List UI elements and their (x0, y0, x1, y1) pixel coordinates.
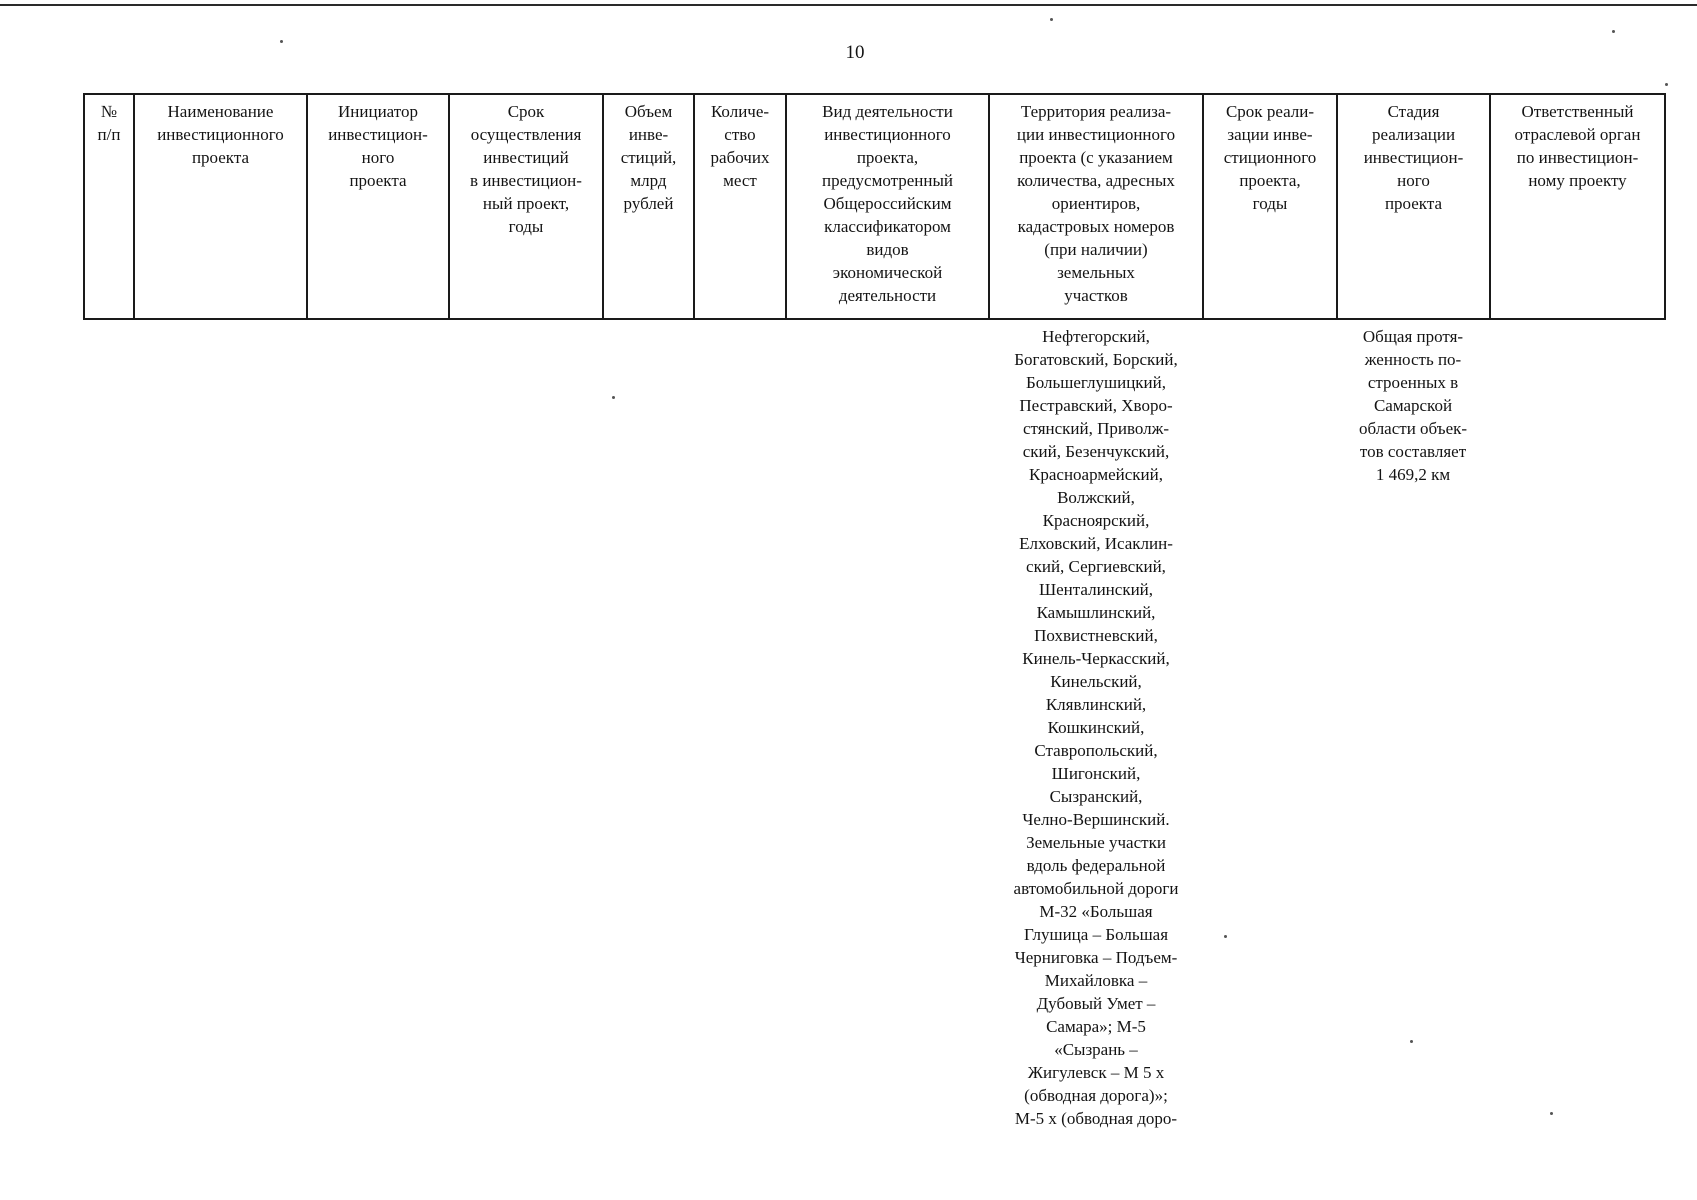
header-text-line: рабочих (710, 148, 770, 167)
header-text-line: ство (724, 125, 756, 144)
header-text-line: п/п (97, 125, 121, 144)
col-header-territory (989, 94, 1203, 319)
header-text-line: Вид деятельности (822, 102, 953, 121)
continuation-text-line: Кинель-Черкасский, (1022, 649, 1170, 668)
header-text-line: инвестиционного (824, 125, 951, 144)
header-text-line: инвестицион- (328, 125, 428, 144)
col-header-activity-type (786, 94, 989, 319)
continuation-text-line: Кинельский, (1050, 672, 1142, 691)
continuation-text-line: Земельные участки (1026, 833, 1166, 852)
continuation-text-line: Общая протя- (1362, 327, 1464, 346)
header-text-line: рублей (623, 194, 674, 213)
header-text-line: инвестиционного (157, 125, 284, 144)
continuation-text-line: Ставропольский, (1034, 741, 1158, 760)
scan-speck (1050, 18, 1053, 21)
page-number: 10 (845, 42, 865, 63)
continuation-text-line: женность по- (1364, 350, 1462, 369)
continuation-text-line: Дубовый Умет – (1036, 994, 1156, 1013)
col-header-stage (1337, 94, 1490, 319)
continuation-text-line: ский, Безенчукский, (1022, 442, 1170, 461)
scan-speck (1550, 1112, 1553, 1115)
continuation-text-line: области объек- (1358, 419, 1468, 438)
header-text-line: ции инвестиционного (1016, 125, 1176, 144)
col-header-investment-volume (603, 94, 694, 319)
header-text-line: проекта, (1239, 171, 1301, 190)
header-text-line: предусмотренный (821, 171, 954, 190)
continuation-text-line: Челно-Вершинский. (1022, 810, 1170, 829)
header-text-line: проекта (с указанием (1019, 148, 1173, 167)
continuation-text-line: Похвистневский, (1034, 626, 1158, 645)
col-header-number (84, 94, 134, 319)
continuation-text-line: 1 469,2 км (1375, 465, 1451, 484)
continuation-text-line: автомобильной дороги (1013, 879, 1179, 898)
header-text-line: Объем (624, 102, 673, 121)
header-text-line: инвестицион- (1363, 148, 1464, 167)
col-header-initiator (307, 94, 449, 319)
header-text-line: (при наличии) (1044, 240, 1148, 259)
continuation-text-line: Нефтегорский, (1042, 327, 1150, 346)
stage-continuation-text (1337, 325, 1489, 486)
continuation-text-line: Михайловка – (1044, 971, 1148, 990)
continuation-text-line: (обводная дорога)»; (1024, 1086, 1168, 1105)
header-text-line: мест (723, 171, 757, 190)
continuation-text-line: Камышлинский, (1036, 603, 1156, 622)
header-text-line: осуществления (470, 125, 582, 144)
header-text-line: отраслевой орган (1514, 125, 1641, 144)
header-text-line: годы (508, 217, 544, 236)
header-text-line: по инвестицион- (1516, 148, 1639, 167)
header-text-line: Стадия (1387, 102, 1440, 121)
header-text-line: инвестиций (483, 148, 569, 167)
continuation-text-line: М-32 «Большая (1039, 902, 1153, 921)
investment-projects-table-header (83, 93, 1666, 320)
header-text-line: стиций, (620, 148, 677, 167)
header-text-line: № (100, 102, 118, 121)
continuation-text-line: Шигонский, (1051, 764, 1141, 783)
header-text-line: проекта (1384, 194, 1443, 213)
scan-speck (1410, 1040, 1413, 1043)
header-text-line: проекта (349, 171, 407, 190)
continuation-text-line: Волжский, (1057, 488, 1135, 507)
header-text-line: классификатором (824, 217, 951, 236)
header-text-line: количества, адресных (1017, 171, 1175, 190)
header-text-line: Инициатор (338, 102, 418, 121)
continuation-text-line: Самара»; М-5 (1046, 1017, 1146, 1036)
header-text-line: ного (361, 148, 395, 167)
header-text-line: реализации (1371, 125, 1456, 144)
continuation-text-line: Глушица – Большая (1023, 925, 1169, 944)
continuation-text-line: Кошкинский, (1047, 718, 1145, 737)
continuation-text-line: Богатовский, Борский, (1014, 350, 1178, 369)
header-text-line: млрд (630, 171, 667, 190)
continuation-text-line: Черниговка – Подъем- (1014, 948, 1178, 967)
header-text-line: Наименование (167, 102, 274, 121)
continuation-text-line: Красноармейский, (1029, 465, 1163, 484)
table-header-row (84, 94, 1665, 319)
header-text-line: экономической (832, 263, 943, 282)
header-text-line: Срок реали- (1225, 102, 1315, 121)
header-text-line: инве- (628, 125, 669, 144)
col-header-investment-term (449, 94, 603, 319)
scan-speck (1224, 935, 1227, 938)
header-text-line: кадастровых номеров (1017, 217, 1175, 236)
continuation-text-line: «Сызрань – (1054, 1040, 1138, 1059)
continuation-text-line: ский, Сергиевский, (1026, 557, 1166, 576)
header-text-line: ориентиров, (1051, 194, 1141, 213)
continuation-text-line: Елховский, Исаклин- (1019, 534, 1173, 553)
header-text-line: видов (866, 240, 909, 259)
col-header-jobs-count (694, 94, 786, 319)
scan-speck (612, 396, 615, 399)
header-text-line: в инвестицион- (470, 171, 582, 190)
header-text-line: зации инве- (1227, 125, 1313, 144)
continuation-text-line: Большеглушицкий, (1026, 373, 1166, 392)
col-header-responsible-body (1490, 94, 1665, 319)
continuation-text-line: вдоль федеральной (1026, 856, 1166, 875)
col-header-realization-term (1203, 94, 1337, 319)
continuation-text-line: Красноярский, (1042, 511, 1150, 530)
header-text-line: стиционного (1223, 148, 1317, 167)
continuation-text-line: Сызранский, (1049, 787, 1143, 806)
header-text-line: Общероссийским (823, 194, 952, 213)
continuation-text-line: строенных в (1367, 373, 1459, 392)
header-text-line: ному проекту (1528, 171, 1627, 190)
header-text-line: Территория реализа- (1020, 102, 1172, 121)
scan-speck (280, 40, 283, 43)
continuation-text-line: тов составляет (1359, 442, 1467, 461)
continuation-text-line: Шенталинский, (1038, 580, 1154, 599)
continuation-text-line: Жигулевск – М 5 х (1027, 1063, 1165, 1082)
continuation-text-line: М-5 х (обводная доро- (1014, 1109, 1178, 1128)
header-text-line: участков (1064, 286, 1128, 305)
col-header-project-name (134, 94, 307, 319)
header-text-line: деятельности (838, 286, 937, 305)
header-text-line: проекта, (856, 148, 919, 167)
scan-speck (1612, 30, 1615, 33)
continuation-text-line: Пестравский, Хворо- (1019, 396, 1173, 415)
continuation-text-line: Клявлинский, (1045, 695, 1147, 714)
continuation-text-line: стянский, Приволж- (1022, 419, 1170, 438)
header-text-line: земельных (1057, 263, 1135, 282)
continuation-text-line: Самарской (1373, 396, 1453, 415)
territory-continuation-text (990, 325, 1202, 1130)
header-text-line: ный проект, (482, 194, 570, 213)
top-border-line (0, 4, 1697, 6)
header-text-line: ного (1397, 171, 1430, 190)
header-text-line: Срок (507, 102, 545, 121)
header-text-line: Ответственный (1521, 102, 1634, 121)
scan-speck (1665, 83, 1668, 86)
header-text-line: годы (1252, 194, 1288, 213)
header-text-line: проекта (191, 148, 250, 167)
header-text-line: Количе- (710, 102, 770, 121)
